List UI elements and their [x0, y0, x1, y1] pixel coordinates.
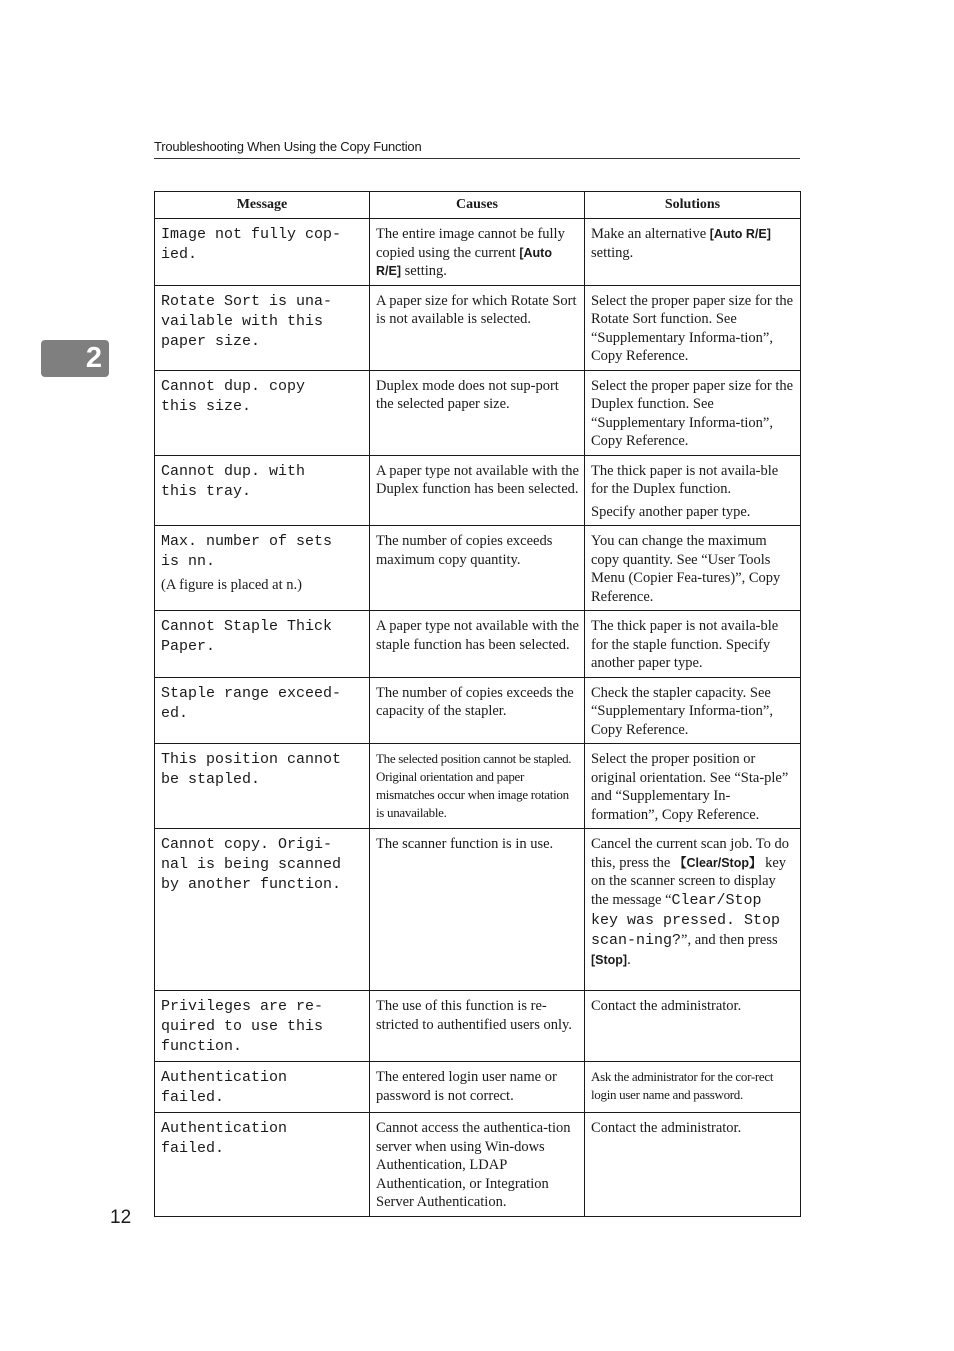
table-row	[155, 677, 801, 744]
causes-cell: The selected position cannot be stapled. Original orientation and paper mismatches occur when image rotation is unavailable.	[370, 744, 585, 829]
causes-cell: Duplex mode does not sup-port the selected paper size.	[370, 370, 585, 455]
causes-cell	[370, 219, 585, 286]
solutions-text: Cancel the current scan job. To do this, press the	[591, 836, 790, 871]
causes-cell: The number of copies exceeds maximum copy quantity.	[370, 526, 585, 611]
table-row	[155, 455, 801, 526]
message-table	[154, 191, 801, 1217]
message-text: Cannot dup. with this tray.	[161, 462, 306, 500]
causes-cell: The number of copies exceeds the capacity of the stapler.	[370, 677, 585, 744]
table-row	[155, 829, 801, 991]
message-cell	[155, 1113, 370, 1217]
causes-text-end: setting.	[401, 263, 447, 279]
solutions-text-after: ”, and then press	[681, 931, 778, 948]
table-row	[155, 1113, 801, 1217]
message-text: Max. number of sets is nn.	[161, 533, 333, 570]
causes-cell: The entered login user name or password is not correct.	[370, 1062, 585, 1113]
solutions-cell	[585, 219, 801, 286]
causes-cell: The use of this function is re-stricted to authentified users only.	[370, 991, 585, 1062]
solutions-cell: You can change the maximum copy quantity. See “User Tools Menu (Copier Fea-tures)”, Copy Reference.	[585, 526, 801, 611]
message-text: Image not fully cop- ied.	[161, 226, 342, 263]
message-text: Staple range exceed- ed.	[161, 684, 342, 722]
message-cell	[155, 370, 370, 455]
table-row	[155, 744, 801, 829]
solutions-text-end: .	[627, 951, 631, 968]
scanner-message-text: Clear/Stop key was pressed. Stop scan-ning?	[591, 891, 781, 949]
message-text: Privileges are re- quired to use this function.	[161, 998, 324, 1055]
message-cell	[155, 744, 370, 829]
solutions-cell: Select the proper paper size for the Duplex function. See “Supplementary Informa-tion”, Copy Reference.	[585, 370, 801, 455]
causes-text: The entire image cannot be fully copied using the current	[376, 226, 565, 261]
message-note: (A figure is placed at n.)	[161, 577, 302, 593]
causes-cell: The scanner function is in use.	[370, 829, 585, 991]
table-row	[155, 991, 801, 1062]
solutions-cell: Contact the administrator.	[585, 991, 801, 1062]
page-number: 12	[110, 1207, 132, 1228]
message-text: Cannot Staple Thick Paper.	[161, 618, 333, 655]
solutions-cell: Select the proper position or original orientation. See “Sta-ple” and “Supplementary In-formation”, Copy Reference.	[585, 744, 801, 829]
message-cell	[155, 677, 370, 744]
table-row	[155, 219, 801, 286]
chapter-tab: 2	[41, 340, 109, 377]
solutions-text-end: setting.	[591, 244, 634, 261]
message-text: Rotate Sort is una- vailable with this paper size.	[161, 292, 333, 350]
auto-re-key-label: [Auto R/E]	[709, 227, 771, 241]
causes-cell: A paper type not available with the staple function has been selected.	[370, 611, 585, 678]
running-header: Troubleshooting When Using the Copy Function	[154, 139, 422, 154]
message-cell	[155, 991, 370, 1062]
column-header-message: Message	[155, 192, 370, 219]
message-cell	[155, 285, 370, 370]
solutions-cell	[585, 829, 801, 991]
solutions-text: Make an alternative	[591, 226, 710, 242]
solutions-cell: Contact the administrator.	[585, 1113, 801, 1217]
column-header-solutions: Solutions	[585, 192, 801, 219]
message-cell	[155, 611, 370, 678]
solutions-cell: Select the proper paper size for the Rotate Sort function. See “Supplementary Informa-tion”, Copy Reference.	[585, 285, 801, 370]
solutions-cell: The thick paper is not availa-ble for the staple function. Specify another paper type.	[585, 611, 801, 678]
causes-cell: A paper size for which Rotate Sort is not available is selected.	[370, 285, 585, 370]
causes-cell: Cannot access the authentica-tion server when using Win-dows Authentication, LDAP Authentication, or Integration Server Authentication.	[370, 1113, 585, 1217]
solutions-text-middle: key on the scanner screen to display the message “	[591, 854, 787, 908]
message-cell	[155, 526, 370, 611]
message-text: Cannot copy. Origi- nal is being scanned by another function.	[161, 836, 342, 893]
solutions-text: The thick paper is not availa-ble for the Duplex function.	[591, 462, 779, 497]
header-rule	[154, 158, 800, 159]
solutions-cell: Check the stapler capacity. See “Supplementary Informa-tion”, Copy Reference.	[585, 677, 801, 744]
table-row	[155, 285, 801, 370]
table-row	[155, 526, 801, 611]
message-text: Cannot dup. copy this size.	[161, 377, 306, 415]
solutions-text-2: Specify another paper type.	[591, 503, 751, 520]
message-cell	[155, 829, 370, 991]
table-row	[155, 370, 801, 455]
message-cell	[155, 1062, 370, 1113]
table-header-row	[155, 192, 801, 219]
table-row	[155, 611, 801, 678]
clear-stop-key-label: 【Clear/Stop】	[673, 855, 762, 870]
message-cell	[155, 455, 370, 526]
solutions-cell: Ask the administrator for the cor-rect login user name and password.	[585, 1062, 801, 1113]
causes-cell: A paper type not available with the Duplex function has been selected.	[370, 455, 585, 526]
message-text: Authentication failed.	[161, 1069, 288, 1106]
auto-re-key-label: [Auto R/E]	[376, 245, 552, 278]
table-row	[155, 1062, 801, 1113]
message-text: This position cannot be stapled.	[161, 751, 342, 788]
solutions-cell	[585, 455, 801, 526]
column-header-causes: Causes	[370, 192, 585, 219]
message-text: Authentication failed.	[161, 1120, 288, 1157]
message-cell	[155, 219, 370, 286]
stop-key-label: [Stop]	[591, 952, 628, 967]
